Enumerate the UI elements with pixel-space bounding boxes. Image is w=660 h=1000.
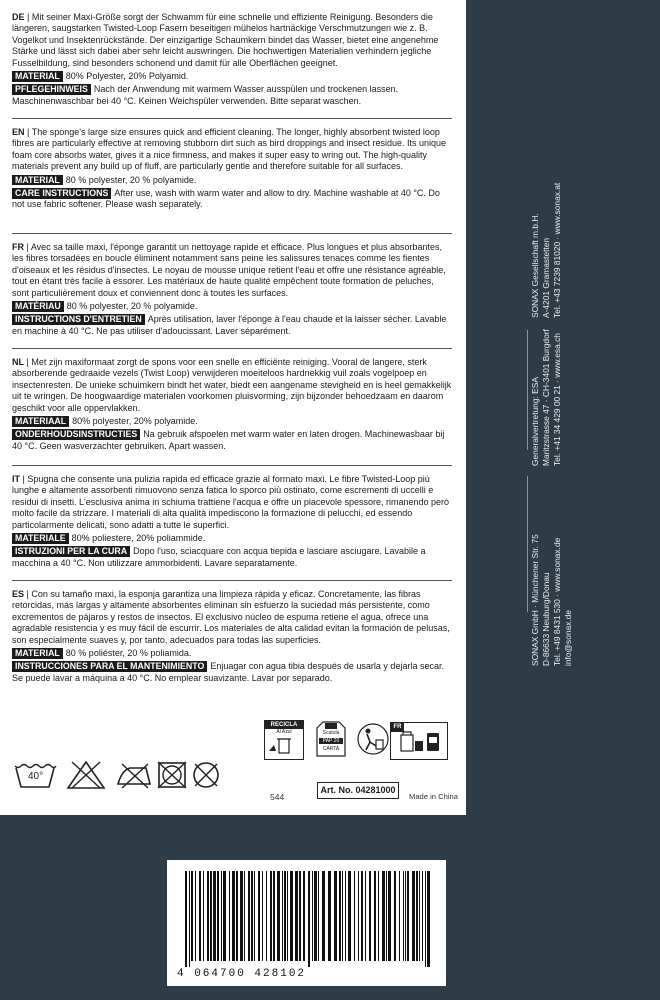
material-label: MATERIALE: [12, 533, 69, 544]
lang-code: NL: [12, 357, 24, 367]
care-text: Dopo l'uso, sciacquare con acqua tiepida e lasciare asciugare. Lavabile a macchina a 40 °C. Non utilizzare ammorbidenti. Lavare separatamente.: [12, 546, 426, 568]
section-fr: [12, 242, 452, 337]
care-label: INSTRUCCIONES PARA EL MANTENIMIENTO: [12, 661, 207, 672]
body-text: Mit seiner Maxi-Größe sorgt der Schwamm für eine schnelle und effiziente Reinigung. Besonders die längeren, saugstarken Twisted-Loop Fasern beseitigen mühelos hartnäckige Verschmutzungen wie z. B. Vogelkot und Insektenrückstände. Der einzigartige Schaumkern bindet das Wasser, bietet eine angenehme Stärke und lässt sich dabei aber sehr leicht auswringen. Die hochwertigen Materialien verhindern jegliche Fusselbildung, sind besonders schonend und damit für alle Oberflächen geeignet.: [12, 12, 439, 68]
barcode-digits: 4 064700 428102: [177, 968, 307, 980]
recicla-logo: [264, 720, 304, 760]
section-es-body: ES | Con su tamaño maxi, la esponja garantiza una limpieza rápida y eficaz. Concretamente, las fibras retorcidas, más largas y altamente absorbentes eliminan sin esfuerzo la suciedad más persistente, como excrementos de pájaros y restos de insectos. El exclusivo núcleo de espuma retiene el agua, ofrece una agradable resistencia y es muy fácil de escurrir. Los materiales de alta calidad evitan la formación de pelusas, son especialmente suaves y, por tanto, adecuados para todas las superficies.: [12, 589, 450, 645]
care-row: [12, 188, 452, 211]
care-text: Na gebruik afspoelen met warm water en laten drogen. Machinewasbaar bij 40 °C. Geen wasverzachter gebruiken. Apart wassen.: [12, 429, 445, 451]
scatola-text: Scatola: [322, 730, 340, 736]
address-line: SONAX Gesellschaft m.b.H.: [530, 213, 540, 318]
pap-text: PAP 20: [319, 738, 343, 744]
care-label: INSTRUCTIONS D'ENTRETIEN: [12, 314, 145, 325]
wash-temp: 40°: [28, 771, 44, 782]
body-text: The sponge's large size ensures quick and efficient cleaning. The longer, highly absorbent twisted loop fibres are particularly effective at removing stubborn dirt such as bird droppings and insect residue. Its unique foam core absorbs water, gives it a nice firmness, and makes it super easy to wring out. The high-quality materials prevent any build up of fluff, are particularly gentle and therefore suitable for all surfaces.: [12, 127, 447, 172]
address-line: info@sonax.de: [563, 610, 573, 666]
section-de-body: DE | Mit seiner Maxi-Größe sorgt der Schwamm für eine schnelle und effiziente Reinigung. Besonders die längeren, saugstarken Twisted-Loop Fasern beseitigen mühelos hartnäckige Verschmutzungen wie z. B. Vogelkot und Insektenrückstände. Der einzigartige Schaumkern bindet das Wasser, bietet eine angenehme Stärke und lässt sich dabei aber sehr leicht auswringen. Die hochwertigen Materialien verhindern jegliche Fusselbildung, sind besonders schonend und damit für alle Oberflächen geeignet.: [12, 12, 439, 68]
material-row: [12, 533, 452, 544]
lang-code: DE: [12, 12, 25, 22]
section-it-body: IT | Spugna che consente una pulizia rapida ed efficace grazie al formato maxi. Le fibre Twisted-Loop più lunghe e altamente assorbenti rimuovono senza fatica lo sporco più ostinato, come escrementi di uccelli e residui di insetti. L'esclusiva anima in schiuma trattiene l'acqua e offre un piacevole spessore, rimanendo però molto facile da strizzare. I materiali di alta qualità impediscono la formazione di pelucchi, ed essendo particolarmente delicati, sono adatti a tutte le superfici.: [12, 474, 450, 530]
material-label: MATERIAL: [12, 648, 63, 659]
care-text: Enjuagar con agua tibia después de usarla y dejarla secar. Se puede lavar a máquina a 40 °C. No emplear suavizante. Lavar por separado.: [12, 661, 444, 683]
divider: [12, 118, 452, 119]
article-number: Art. No. 04281000: [317, 782, 399, 799]
address-ch: [530, 329, 563, 466]
address-de: [530, 534, 574, 666]
material-row: [12, 71, 452, 82]
no-iron-icon: [114, 760, 154, 790]
care-row: [12, 84, 452, 107]
divider: [12, 580, 452, 581]
address-line: Tel. +43 7239 81020 · www.sonax.at: [552, 182, 562, 318]
section-nl-body: NL | Met zijn maxiformaat zorgt de spons voor een snelle en efficiënte reiniging. Vooral de langere, sterk absorberende gedraaide vezels (Twist Loop) verwijderen moeiteloos hardnekkig vuil zoals vogelpoep en insectenresten. De unieke schuimkern bindt het water, biedt een aangename stevigheid en is heel gemakkelijk uit te wringen. De hoogwaardige materialen voorkomen pluisvorming, zijn bijzonder behoedzaam en daarom geschikt voor alle oppervlakken.: [12, 357, 452, 413]
material-row: [12, 648, 452, 659]
lang-code: FR: [12, 242, 24, 252]
no-tumble-dry-icon: [156, 760, 188, 790]
material-row: [12, 416, 452, 427]
address-divider: [527, 476, 528, 612]
no-dry-clean-icon: [190, 760, 222, 790]
body-text: Spugna che consente una pulizia rapida ed efficace grazie al formato maxi. Le fibre Twisted-Loop più lunghe e altamente assorbenti rimuovono senza fatica lo sporco più ostinato, come escrementi di uccelli e residui di insetti. L'esclusiva anima in schiuma trattiene l'acqua e offre un piacevole spessore, rimanendo però molto facile da strizzare. I materiali di alta qualità impediscono la formazione di pelucchi, ed essendo particolarmente delicati, sono adatti a tutte le superfici.: [12, 474, 450, 530]
material-text: 80% polyester, 20% polyamide.: [72, 416, 198, 427]
section-de: [12, 12, 452, 107]
divider: [12, 233, 452, 234]
divider: [12, 465, 452, 466]
section-es: [12, 589, 452, 684]
body-text: Met zijn maxiformaat zorgt de spons voor een snelle en efficiënte reiniging. Vooral de langere, sterk absorberende gedraaide vezels (Twist Loop) verwijderen moeiteloos hardnekkig vuil zoals vogelpoep en insectenresten. De unieke schuimkern bindt het water, biedt een aangename stevigheid en is heel gemakkelijk uit te wringen. De hoogwaardige materialen voorkomen pluisvorming, zijn bijzonder behoedzaam en daarom geschikt voor alle oppervlakken.: [12, 357, 452, 413]
care-label: ONDERHOUDSINSTRUCTIES: [12, 429, 140, 440]
address-divider: [527, 330, 528, 450]
care-text: After use, wash with warm water and allow to dry. Machine washable at 40 °C. Do not use fabric softener. Please wash separately.: [12, 188, 440, 210]
care-text: Nach der Anwendung mit warmem Wasser ausspülen und trockenen lassen. Maschinenwaschbar bei 40 °C. Keinen Weichspüler verwenden. Bitte separat waschen.: [12, 84, 399, 106]
care-row: [12, 546, 452, 569]
address-line: Tel. +41 34 429 00 21 · www.esa.ch: [552, 333, 562, 466]
care-row: [12, 661, 452, 684]
barcode: [167, 860, 446, 986]
material-text: 80% Polyester, 20% Polyamid.: [65, 71, 189, 82]
material-text: 80 % polyester, 20 % polyamide.: [65, 174, 197, 185]
section-en-body: EN | The sponge's large size ensures quick and efficient cleaning. The longer, highly absorbent twisted loop fibres are particularly effective at removing stubborn dirt such as bird droppings and insect residue. Its unique foam core absorbs water, gives it a nice firmness, and makes it super easy to wring out. The high-quality materials prevent any build up of fluff, are particularly gentle and therefore suitable for all surfaces.: [12, 127, 447, 172]
address-line: SONAX GmbH · Münchener Str. 75: [530, 534, 540, 666]
material-label: MATERIAL: [12, 175, 63, 186]
care-label: CARE INSTRUCTIONS: [12, 188, 111, 199]
care-label: PFLEGEHINWEIS: [12, 84, 91, 95]
material-text: 80 % poliéster, 20 % poliamida.: [65, 648, 192, 659]
fr-text: FR: [391, 723, 404, 732]
body-text: Avec sa taille maxi, l'éponge garantit un nettoyage rapide et efficace. Plus longues et plus absorbantes, les fibres torsadées en boucle éliminent notamment sans peine les salissures tenaces comme les fientes d'oiseaux et les résidus d'insectes. Le noyau de mousse unique retient l'eau et offre une résistance agréable, tout en étant très facile à essorer. Les matériaux de haute qualité empêchent toute formation de peluches, sont particulièrement doux et conviennent donc à toutes les surfaces.: [12, 242, 446, 298]
section-nl: [12, 357, 452, 452]
no-bleach-icon: [66, 760, 106, 790]
address-line: Generalvertretung: ESA: [530, 377, 540, 466]
material-row: [12, 301, 452, 312]
address-line: A-4201 Gramastetten: [541, 237, 551, 318]
recicla-title: RECICLA: [265, 721, 303, 729]
recycle-bin-icon: [265, 735, 303, 757]
care-text: Après utilisation, laver l'éponge à l'eau chaude et la laisser sécher. Lavable en machine à 40 °C. Ne pas utiliser d'adoucissant. Laver séparément.: [12, 314, 447, 336]
care-label: ISTRUZIONI PER LA CURA: [12, 546, 130, 557]
address-at: [530, 183, 563, 318]
care-row: [12, 314, 452, 337]
recicla-sub: Al Azul: [276, 729, 292, 735]
batch-code: 544: [270, 792, 285, 802]
lang-code: ES: [12, 589, 25, 599]
lang-code: EN: [12, 127, 25, 137]
material-label: MATERIAAL: [12, 416, 69, 427]
pap20-logo: [313, 720, 349, 758]
body-text: Con su tamaño maxi, la esponja garantiza una limpieza rápida y eficaz. Concretamente, las fibras retorcidas, más largas y altamente absorbentes eliminan sin esfuerzo la suciedad más persistente, como excrementos de pájaros y restos de insectos. El exclusivo núcleo de espuma retiene el agua, ofrece una agradable resistencia y es muy fácil de escurrir. Los materiales de alta calidad evitan la formación de pelusas, son especialmente suaves y, por tanto, adecuados para todas las superficies.: [12, 589, 450, 645]
material-row: [12, 175, 452, 186]
lang-code: IT: [12, 474, 20, 484]
carta-text: CARTA: [322, 746, 340, 752]
triman-logo: [390, 722, 448, 760]
divider: [12, 348, 452, 349]
tidyman-icon: [356, 720, 390, 758]
material-label: MATERIAL: [12, 71, 63, 82]
material-text: 80 % polyester, 20 % polyamide.: [66, 301, 198, 312]
section-fr-body: FR | Avec sa taille maxi, l'éponge garantit un nettoyage rapide et efficace. Plus longues et plus absorbantes, les fibres torsadées en boucle éliminent notamment sans peine les salissures tenaces comme les fientes d'oiseaux et les résidus d'insectes. Le noyau de mousse unique retient l'eau et offre une résistance agréable, tout en étant très facile à essorer. Les matériaux de haute qualité empêchent toute formation de peluches, sont particulièrement doux et conviennent donc à toutes les surfaces.: [12, 242, 446, 298]
address-line: Tel. +49 8431 530 · www.sonax.de: [552, 537, 562, 666]
material-text: 80% poliestere, 20% poliammide.: [71, 533, 206, 544]
section-en: [12, 127, 452, 211]
barcode-bars-icon: [185, 871, 435, 967]
care-row: [12, 429, 452, 452]
made-in: Made in China: [409, 792, 458, 801]
tidyman-logo: [356, 720, 390, 758]
material-label: MATÉRIAU: [12, 301, 64, 312]
section-it: [12, 474, 452, 569]
address-panel: [466, 0, 660, 815]
address-line: D-86633 Neuburg/Donau: [541, 572, 551, 666]
address-line: Maritzstrasse 47 · CH-3401 Burgdorf: [541, 329, 551, 466]
